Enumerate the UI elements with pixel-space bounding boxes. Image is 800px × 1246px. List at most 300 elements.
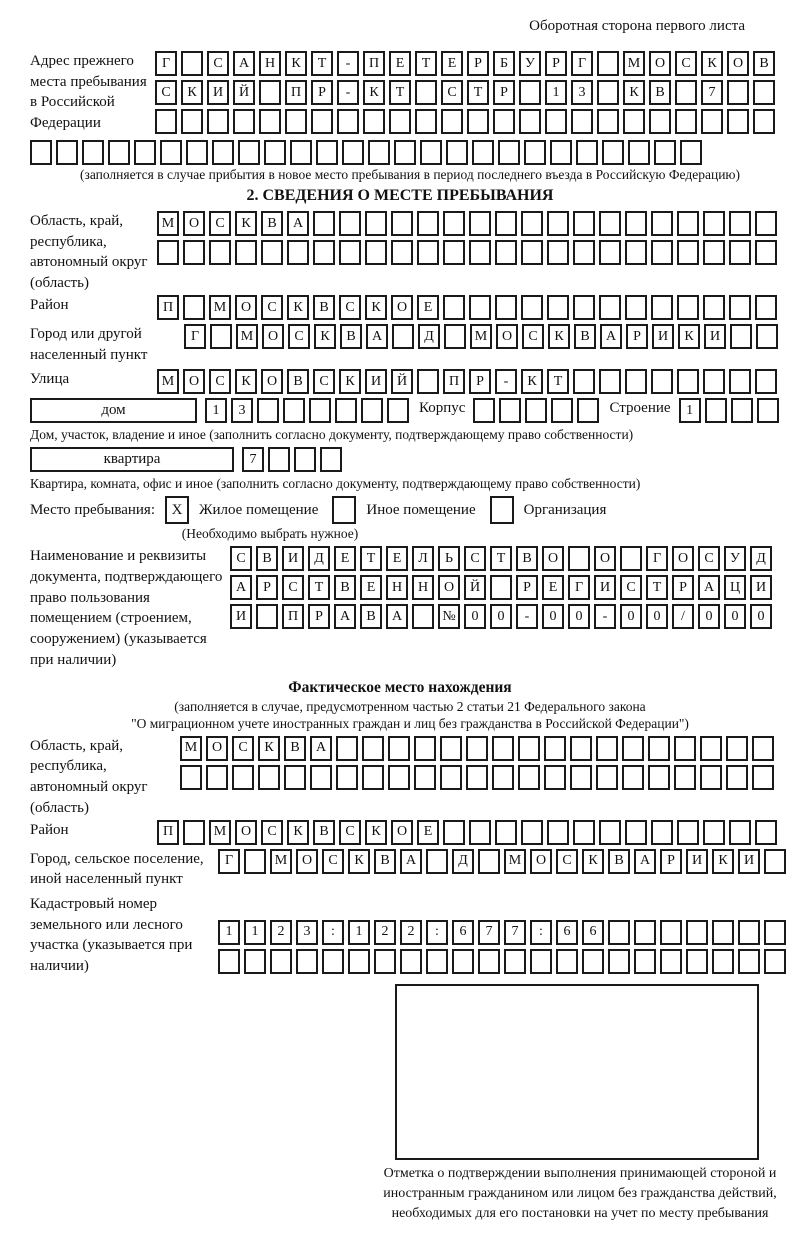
char-cell[interactable]: У (724, 546, 746, 571)
char-cell[interactable] (752, 765, 774, 790)
char-cell[interactable] (478, 949, 500, 974)
char-cell[interactable]: Ц (724, 575, 746, 600)
char-cell[interactable]: О (261, 369, 283, 394)
char-cell[interactable] (596, 736, 618, 761)
char-cell[interactable]: 3 (296, 920, 318, 945)
char-cell[interactable] (311, 109, 333, 134)
char-cell[interactable]: Р (467, 51, 489, 76)
char-cell[interactable] (726, 765, 748, 790)
char-cell[interactable]: К (623, 80, 645, 105)
char-cell[interactable] (608, 949, 630, 974)
char-cell[interactable] (183, 820, 205, 845)
char-cell[interactable]: В (574, 324, 596, 349)
char-cell[interactable]: К (712, 849, 734, 874)
char-cell[interactable] (235, 240, 257, 265)
char-cell[interactable] (388, 765, 410, 790)
char-cell[interactable] (466, 736, 488, 761)
char-cell[interactable]: В (608, 849, 630, 874)
char-cell[interactable] (492, 736, 514, 761)
char-cell[interactable]: Б (493, 51, 515, 76)
char-cell[interactable] (608, 920, 630, 945)
char-cell[interactable]: К (181, 80, 203, 105)
char-cell[interactable] (757, 398, 779, 423)
char-cell[interactable] (183, 295, 205, 320)
char-cell[interactable]: Г (155, 51, 177, 76)
char-cell[interactable] (573, 240, 595, 265)
char-cell[interactable] (597, 80, 619, 105)
char-cell[interactable]: Г (571, 51, 593, 76)
char-cell[interactable] (420, 140, 442, 165)
char-cell[interactable]: О (542, 546, 564, 571)
char-cell[interactable]: А (310, 736, 332, 761)
char-cell[interactable] (544, 765, 566, 790)
char-cell[interactable] (701, 109, 723, 134)
char-cell[interactable]: С (698, 546, 720, 571)
char-cell[interactable] (310, 765, 332, 790)
char-cell[interactable] (573, 295, 595, 320)
char-cell[interactable]: 6 (582, 920, 604, 945)
char-cell[interactable]: П (363, 51, 385, 76)
char-cell[interactable] (495, 211, 517, 236)
char-cell[interactable] (469, 295, 491, 320)
char-cell[interactable] (443, 240, 465, 265)
char-cell[interactable] (703, 240, 725, 265)
char-cell[interactable] (756, 324, 778, 349)
char-cell[interactable] (597, 51, 619, 76)
char-cell[interactable] (339, 240, 361, 265)
char-cell[interactable] (731, 398, 753, 423)
char-cell[interactable] (660, 920, 682, 945)
char-cell[interactable] (337, 109, 359, 134)
char-cell[interactable] (233, 109, 255, 134)
char-cell[interactable]: О (438, 575, 460, 600)
char-cell[interactable]: 0 (464, 604, 486, 629)
char-cell[interactable]: О (391, 295, 413, 320)
char-cell[interactable] (634, 920, 656, 945)
char-cell[interactable] (521, 240, 543, 265)
char-cell[interactable]: Л (412, 546, 434, 571)
char-cell[interactable] (504, 949, 526, 974)
char-cell[interactable]: № (438, 604, 460, 629)
char-cell[interactable] (547, 240, 569, 265)
char-cell[interactable] (499, 398, 521, 423)
char-cell[interactable] (700, 736, 722, 761)
char-cell[interactable] (651, 240, 673, 265)
char-cell[interactable] (755, 369, 777, 394)
char-cell[interactable] (417, 369, 439, 394)
char-cell[interactable] (417, 240, 439, 265)
char-cell[interactable]: О (672, 546, 694, 571)
char-cell[interactable]: К (314, 324, 336, 349)
char-cell[interactable]: Е (441, 51, 463, 76)
char-cell[interactable] (675, 80, 697, 105)
char-cell[interactable] (443, 211, 465, 236)
char-cell[interactable] (56, 140, 78, 165)
char-cell[interactable] (264, 140, 286, 165)
char-cell[interactable]: Р (660, 849, 682, 874)
char-cell[interactable]: М (236, 324, 258, 349)
char-cell[interactable]: Г (568, 575, 590, 600)
char-cell[interactable] (573, 820, 595, 845)
char-cell[interactable]: М (623, 51, 645, 76)
char-cell[interactable]: 1 (205, 398, 227, 423)
char-cell[interactable] (651, 369, 673, 394)
char-cell[interactable] (623, 109, 645, 134)
char-cell[interactable]: И (230, 604, 252, 629)
char-cell[interactable]: Е (417, 820, 439, 845)
char-cell[interactable]: Р (672, 575, 694, 600)
char-cell[interactable] (521, 820, 543, 845)
char-cell[interactable]: - (495, 369, 517, 394)
char-cell[interactable]: 0 (490, 604, 512, 629)
char-cell[interactable]: В (256, 546, 278, 571)
char-cell[interactable] (703, 295, 725, 320)
char-cell[interactable] (648, 765, 670, 790)
char-cell[interactable] (620, 546, 642, 571)
char-cell[interactable] (294, 447, 316, 472)
char-cell[interactable] (441, 109, 463, 134)
char-cell[interactable] (336, 765, 358, 790)
char-cell[interactable]: И (750, 575, 772, 600)
char-cell[interactable] (180, 765, 202, 790)
char-cell[interactable]: М (209, 820, 231, 845)
char-cell[interactable] (519, 80, 541, 105)
char-cell[interactable] (443, 295, 465, 320)
char-cell[interactable]: В (753, 51, 775, 76)
char-cell[interactable] (577, 398, 599, 423)
char-cell[interactable]: К (363, 80, 385, 105)
char-cell[interactable] (335, 398, 357, 423)
char-cell[interactable]: - (337, 80, 359, 105)
char-cell[interactable] (207, 109, 229, 134)
char-cell[interactable] (258, 765, 280, 790)
char-cell[interactable] (186, 140, 208, 165)
char-cell[interactable] (268, 447, 290, 472)
char-cell[interactable] (446, 140, 468, 165)
char-cell[interactable]: Е (386, 546, 408, 571)
char-cell[interactable] (259, 80, 281, 105)
char-cell[interactable]: Д (452, 849, 474, 874)
char-cell[interactable]: О (235, 295, 257, 320)
char-cell[interactable] (417, 211, 439, 236)
char-cell[interactable]: В (374, 849, 396, 874)
char-cell[interactable] (495, 295, 517, 320)
char-cell[interactable]: Й (391, 369, 413, 394)
char-cell[interactable] (674, 736, 696, 761)
char-cell[interactable]: С (675, 51, 697, 76)
char-cell[interactable]: С (522, 324, 544, 349)
char-cell[interactable]: С (209, 211, 231, 236)
char-cell[interactable] (651, 820, 673, 845)
char-cell[interactable] (285, 109, 307, 134)
char-cell[interactable] (556, 949, 578, 974)
char-cell[interactable] (342, 140, 364, 165)
char-cell[interactable] (320, 447, 342, 472)
char-cell[interactable]: О (235, 820, 257, 845)
char-cell[interactable]: Т (415, 51, 437, 76)
char-cell[interactable]: С (620, 575, 642, 600)
char-cell[interactable] (674, 765, 696, 790)
char-cell[interactable] (518, 765, 540, 790)
char-cell[interactable]: Г (184, 324, 206, 349)
char-cell[interactable] (296, 949, 318, 974)
char-cell[interactable]: В (340, 324, 362, 349)
char-cell[interactable]: А (233, 51, 255, 76)
char-cell[interactable]: Р (516, 575, 538, 600)
char-cell[interactable]: И (704, 324, 726, 349)
char-cell[interactable] (244, 849, 266, 874)
char-cell[interactable] (400, 949, 422, 974)
char-cell[interactable] (547, 820, 569, 845)
char-cell[interactable]: Й (464, 575, 486, 600)
char-cell[interactable]: К (678, 324, 700, 349)
char-cell[interactable] (387, 398, 409, 423)
char-cell[interactable]: Т (308, 575, 330, 600)
char-cell[interactable] (521, 295, 543, 320)
char-cell[interactable] (339, 211, 361, 236)
char-cell[interactable]: Р (626, 324, 648, 349)
char-cell[interactable] (232, 765, 254, 790)
char-cell[interactable] (363, 109, 385, 134)
char-cell[interactable] (570, 765, 592, 790)
char-cell[interactable] (238, 140, 260, 165)
stay-type-checkbox-other[interactable] (332, 496, 356, 524)
char-cell[interactable]: Е (417, 295, 439, 320)
char-cell[interactable] (259, 109, 281, 134)
char-cell[interactable] (551, 398, 573, 423)
char-cell[interactable]: 1 (348, 920, 370, 945)
char-cell[interactable] (365, 240, 387, 265)
char-cell[interactable]: 6 (556, 920, 578, 945)
char-cell[interactable]: Е (542, 575, 564, 600)
char-cell[interactable]: Г (646, 546, 668, 571)
char-cell[interactable]: И (738, 849, 760, 874)
char-cell[interactable] (283, 398, 305, 423)
char-cell[interactable]: Е (334, 546, 356, 571)
stay-type-checkbox-organization[interactable] (490, 496, 514, 524)
char-cell[interactable] (675, 109, 697, 134)
char-cell[interactable] (547, 211, 569, 236)
char-cell[interactable]: Р (493, 80, 515, 105)
char-cell[interactable]: П (443, 369, 465, 394)
char-cell[interactable]: О (183, 211, 205, 236)
char-cell[interactable]: С (339, 820, 361, 845)
char-cell[interactable]: А (287, 211, 309, 236)
char-cell[interactable] (573, 211, 595, 236)
char-cell[interactable]: Й (233, 80, 255, 105)
char-cell[interactable] (545, 109, 567, 134)
char-cell[interactable] (518, 736, 540, 761)
char-cell[interactable]: К (365, 295, 387, 320)
char-cell[interactable]: Е (389, 51, 411, 76)
char-cell[interactable]: И (282, 546, 304, 571)
char-cell[interactable]: А (334, 604, 356, 629)
char-cell[interactable]: Р (311, 80, 333, 105)
char-cell[interactable] (703, 211, 725, 236)
char-cell[interactable]: 1 (244, 920, 266, 945)
char-cell[interactable] (753, 109, 775, 134)
char-cell[interactable]: С (261, 295, 283, 320)
char-cell[interactable] (322, 949, 344, 974)
char-cell[interactable] (602, 140, 624, 165)
char-cell[interactable]: О (183, 369, 205, 394)
char-cell[interactable]: В (313, 295, 335, 320)
char-cell[interactable]: К (365, 820, 387, 845)
char-cell[interactable]: В (313, 820, 335, 845)
char-cell[interactable] (727, 80, 749, 105)
char-cell[interactable] (473, 398, 495, 423)
char-cell[interactable] (472, 140, 494, 165)
char-cell[interactable]: О (262, 324, 284, 349)
char-cell[interactable]: 0 (568, 604, 590, 629)
char-cell[interactable]: К (339, 369, 361, 394)
char-cell[interactable]: В (516, 546, 538, 571)
char-cell[interactable] (648, 736, 670, 761)
char-cell[interactable] (599, 820, 621, 845)
char-cell[interactable]: - (594, 604, 616, 629)
char-cell[interactable]: Т (646, 575, 668, 600)
char-cell[interactable] (738, 920, 760, 945)
char-cell[interactable]: Д (418, 324, 440, 349)
char-cell[interactable] (677, 820, 699, 845)
char-cell[interactable] (469, 240, 491, 265)
char-cell[interactable] (544, 736, 566, 761)
char-cell[interactable] (391, 240, 413, 265)
char-cell[interactable] (414, 765, 436, 790)
char-cell[interactable]: М (157, 369, 179, 394)
char-cell[interactable]: С (313, 369, 335, 394)
char-cell[interactable]: М (504, 849, 526, 874)
char-cell[interactable] (755, 820, 777, 845)
char-cell[interactable] (705, 398, 727, 423)
char-cell[interactable] (712, 949, 734, 974)
char-cell[interactable]: 6 (452, 920, 474, 945)
char-cell[interactable]: 2 (400, 920, 422, 945)
char-cell[interactable] (492, 765, 514, 790)
char-cell[interactable]: К (548, 324, 570, 349)
char-cell[interactable]: С (209, 369, 231, 394)
char-cell[interactable] (287, 240, 309, 265)
char-cell[interactable] (389, 109, 411, 134)
char-cell[interactable] (394, 140, 416, 165)
char-cell[interactable]: О (391, 820, 413, 845)
char-cell[interactable] (700, 765, 722, 790)
char-cell[interactable] (727, 109, 749, 134)
char-cell[interactable] (261, 240, 283, 265)
char-cell[interactable] (677, 295, 699, 320)
char-cell[interactable]: 7 (242, 447, 264, 472)
char-cell[interactable] (108, 140, 130, 165)
char-cell[interactable] (703, 369, 725, 394)
char-cell[interactable] (628, 140, 650, 165)
char-cell[interactable] (729, 240, 751, 265)
char-cell[interactable]: А (698, 575, 720, 600)
char-cell[interactable] (730, 324, 752, 349)
char-cell[interactable] (625, 369, 647, 394)
char-cell[interactable] (649, 109, 671, 134)
char-cell[interactable] (490, 575, 512, 600)
char-cell[interactable] (729, 211, 751, 236)
char-cell[interactable] (414, 736, 436, 761)
char-cell[interactable] (753, 80, 775, 105)
char-cell[interactable] (495, 820, 517, 845)
char-cell[interactable]: П (157, 820, 179, 845)
char-cell[interactable] (493, 109, 515, 134)
char-cell[interactable]: С (339, 295, 361, 320)
char-cell[interactable] (444, 324, 466, 349)
char-cell[interactable]: Т (490, 546, 512, 571)
char-cell[interactable] (452, 949, 474, 974)
char-cell[interactable]: : (426, 920, 448, 945)
char-cell[interactable]: 1 (545, 80, 567, 105)
char-cell[interactable] (316, 140, 338, 165)
char-cell[interactable] (525, 398, 547, 423)
char-cell[interactable]: В (284, 736, 306, 761)
char-cell[interactable] (181, 51, 203, 76)
char-cell[interactable]: 0 (646, 604, 668, 629)
char-cell[interactable]: С (322, 849, 344, 874)
char-cell[interactable]: С (155, 80, 177, 105)
char-cell[interactable]: : (322, 920, 344, 945)
char-cell[interactable] (625, 240, 647, 265)
char-cell[interactable]: Н (259, 51, 281, 76)
char-cell[interactable] (157, 240, 179, 265)
char-cell[interactable]: А (600, 324, 622, 349)
char-cell[interactable]: О (206, 736, 228, 761)
char-cell[interactable]: К (348, 849, 370, 874)
char-cell[interactable]: А (230, 575, 252, 600)
char-cell[interactable] (415, 109, 437, 134)
char-cell[interactable]: С (441, 80, 463, 105)
char-cell[interactable] (622, 765, 644, 790)
char-cell[interactable] (752, 736, 774, 761)
char-cell[interactable]: О (496, 324, 518, 349)
char-cell[interactable] (206, 765, 228, 790)
char-cell[interactable] (426, 949, 448, 974)
char-cell[interactable]: В (334, 575, 356, 600)
char-cell[interactable]: 7 (504, 920, 526, 945)
char-cell[interactable] (313, 240, 335, 265)
char-cell[interactable] (256, 604, 278, 629)
char-cell[interactable]: 3 (231, 398, 253, 423)
char-cell[interactable] (521, 211, 543, 236)
char-cell[interactable]: И (686, 849, 708, 874)
char-cell[interactable] (388, 736, 410, 761)
char-cell[interactable] (524, 140, 546, 165)
char-cell[interactable] (729, 295, 751, 320)
char-cell[interactable] (290, 140, 312, 165)
char-cell[interactable] (677, 240, 699, 265)
char-cell[interactable]: - (337, 51, 359, 76)
char-cell[interactable] (764, 949, 786, 974)
char-cell[interactable] (755, 295, 777, 320)
char-cell[interactable]: М (180, 736, 202, 761)
char-cell[interactable] (660, 949, 682, 974)
char-cell[interactable]: Д (308, 546, 330, 571)
char-cell[interactable]: М (157, 211, 179, 236)
char-cell[interactable]: 2 (270, 920, 292, 945)
char-cell[interactable]: 0 (724, 604, 746, 629)
char-cell[interactable]: Е (360, 575, 382, 600)
char-cell[interactable] (599, 211, 621, 236)
char-cell[interactable]: - (516, 604, 538, 629)
char-cell[interactable] (348, 949, 370, 974)
char-cell[interactable]: К (287, 295, 309, 320)
char-cell[interactable]: Р (256, 575, 278, 600)
char-cell[interactable]: С (464, 546, 486, 571)
char-cell[interactable] (443, 820, 465, 845)
char-cell[interactable]: К (235, 369, 257, 394)
